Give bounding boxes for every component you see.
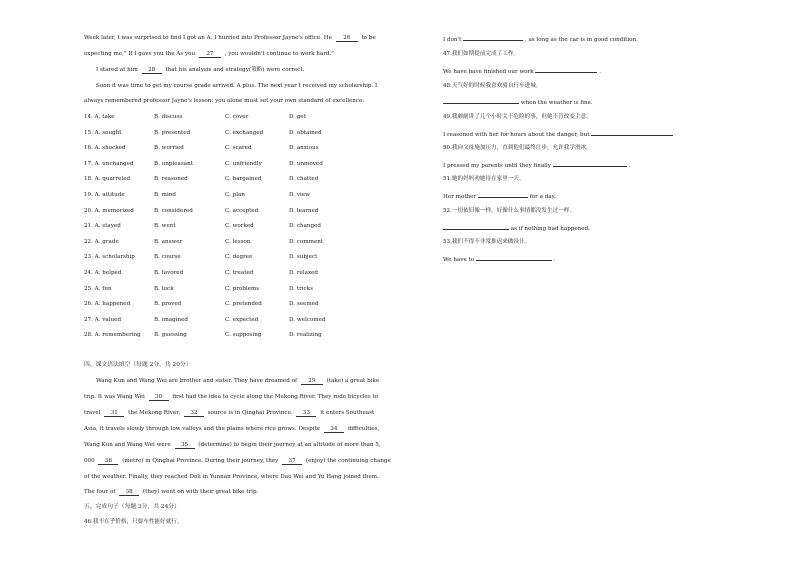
- passage-text: to be: [361, 35, 376, 41]
- answer-text: .: [553, 257, 556, 263]
- blank-35: 35: [175, 442, 195, 449]
- option-choice[interactable]: D. chatted: [289, 176, 319, 183]
- option-choice[interactable]: D. relaxed: [289, 270, 318, 276]
- option-choice[interactable]: C. lesson: [225, 238, 251, 245]
- question-48: 48.天气好的时候我喜欢骑自行车进城。: [443, 83, 542, 89]
- answer-line-52: [443, 224, 590, 233]
- grammar-text: difficulties,: [347, 426, 380, 432]
- answer-text: .: [599, 69, 602, 75]
- option-choice[interactable]: B. imagined: [154, 316, 188, 323]
- grammar-text: (enjoy) the continuing change: [305, 458, 391, 464]
- answer-blank[interactable]: [478, 192, 528, 198]
- grammar-line-1: [84, 378, 379, 385]
- question-52: 52.一切依旧像一样，好像什么事情都没发生过一样。: [443, 208, 575, 214]
- grammar-line-3: [84, 410, 374, 417]
- grammar-text: Asia, it travels slowly through low valleys and the plains where rice grows. Despite: [84, 426, 321, 432]
- option-choice[interactable]: 27. A. valued: [84, 316, 122, 323]
- option-choice[interactable]: D. comment: [289, 238, 324, 245]
- passage-text: Week later, I was surprised to find I got an A. I hurried into Professor Jayne's office. He: [84, 35, 332, 41]
- question-46: 46.我不在乎价格，只要车性能好就行。: [84, 519, 183, 525]
- option-choice[interactable]: B. went: [154, 223, 176, 230]
- blank-30: 30: [149, 394, 169, 401]
- question-49: 49.我颇耐讲了几个小时关于危险的事，但她不肯改变主意。: [443, 114, 592, 120]
- passage-text: I stared at him: [96, 67, 138, 73]
- passage-line-3: [84, 67, 304, 74]
- option-choice[interactable]: 14. A. take: [84, 114, 115, 120]
- grammar-text: 000: [84, 458, 95, 464]
- passage-line-1: [84, 35, 376, 42]
- option-choice[interactable]: 25. A. fun: [84, 285, 112, 292]
- grammar-text: source is in Qinghai Province.: [207, 410, 293, 416]
- blank-31: 31: [104, 410, 124, 417]
- option-choice[interactable]: C. accepted: [225, 207, 259, 214]
- grammar-line-2: [84, 394, 378, 401]
- option-choice[interactable]: 24. A. helped: [84, 270, 122, 276]
- answer-text: as if nothing had happened.: [510, 226, 590, 232]
- answer-text: , as long as the car is in good condition.: [524, 37, 638, 43]
- grammar-text: trip. It was Wang Wei: [84, 394, 145, 400]
- option-choice[interactable]: B. luck: [154, 285, 174, 292]
- question-51: 51.她的妈妈劝她待在家里一天。: [443, 176, 525, 182]
- answer-text: when the weather is fine.: [520, 100, 593, 106]
- option-choice[interactable]: 23. A. scholarship: [84, 254, 135, 261]
- section-5-title: 五、完成句子（每题 3分，共 24分）: [84, 504, 180, 510]
- answer-line-53: [443, 255, 556, 264]
- blank-27: 27: [199, 51, 221, 58]
- answer-text: Her mother: [443, 194, 477, 200]
- option-choice[interactable]: B. answer: [154, 238, 183, 245]
- option-choice[interactable]: C. cover: [225, 114, 249, 120]
- grammar-text: Wang Kun and Wang Wei were: [84, 442, 171, 448]
- option-choice[interactable]: C. plan: [225, 192, 245, 198]
- option-choice[interactable]: C. exchanged: [225, 129, 264, 136]
- grammar-line-6: [84, 458, 391, 465]
- grammar-text: (they) went on with their great bike trip.: [142, 489, 259, 495]
- question-50: 50.我向父母施加压力，直到他们最终让步，允许我学滑冰。: [443, 145, 592, 151]
- option-choice[interactable]: B. considered: [154, 207, 193, 214]
- option-choice[interactable]: B. guessing: [154, 332, 187, 339]
- question-47: 47.我们如期提前完成了工作。: [443, 51, 520, 57]
- option-choice[interactable]: D. subject: [289, 254, 318, 261]
- option-choice[interactable]: D. learned: [289, 207, 319, 214]
- option-choice[interactable]: B. proved: [154, 301, 182, 308]
- option-choice[interactable]: 18. A. quarreled: [84, 176, 131, 183]
- answer-text: We have have finished our work: [443, 69, 534, 75]
- option-choice[interactable]: B. mind: [154, 192, 176, 198]
- option-choice[interactable]: C. pretended: [225, 301, 262, 308]
- grammar-line-7: of the weather. Finally, they reached Doli in Yunnan Province, where Dao Wei and Yu Hang joined them.: [84, 474, 379, 480]
- option-choice[interactable]: B. presented: [154, 129, 191, 136]
- answer-text: I reasoned with her for hours about the danger, but: [443, 132, 590, 138]
- option-choice[interactable]: D. tricks: [289, 285, 313, 292]
- blank-37: 37: [282, 458, 302, 465]
- blank-34: 34: [324, 426, 344, 433]
- answer-blank[interactable]: [476, 255, 552, 261]
- answer-line-49: [443, 130, 673, 139]
- option-choice[interactable]: 21. A. stayed: [84, 223, 121, 230]
- answer-line-51: [443, 192, 556, 201]
- option-choice[interactable]: D. realizing: [289, 332, 322, 339]
- grammar-text: The four of: [84, 489, 116, 495]
- option-choice[interactable]: C. treated: [225, 270, 254, 276]
- option-choice[interactable]: 15. A. sought: [84, 129, 122, 136]
- option-choice[interactable]: C. supposing: [225, 332, 262, 339]
- option-choice[interactable]: B. favored: [154, 270, 184, 276]
- grammar-text: it enters Southeast: [320, 410, 375, 416]
- option-choice[interactable]: D. obtained: [289, 129, 322, 136]
- grammar-text: travel: [84, 410, 101, 416]
- blank-29: 29: [301, 378, 323, 385]
- answer-blank[interactable]: [463, 35, 523, 41]
- answer-text: for a day.: [529, 194, 556, 200]
- grammar-text: first had the idea to cycle along the Mekong River. They rode bicycles to: [172, 394, 379, 400]
- answer-text: We have to: [443, 257, 475, 263]
- option-choice[interactable]: C. problems: [225, 285, 260, 292]
- option-choice[interactable]: 28. A. remembering: [84, 332, 141, 339]
- option-choice[interactable]: B. reasoned: [154, 176, 188, 183]
- blank-38: 38: [119, 489, 139, 496]
- option-choice[interactable]: C. bargained: [225, 176, 262, 183]
- option-choice[interactable]: D. unmoved: [289, 160, 323, 167]
- option-choice[interactable]: D. anxious: [289, 145, 319, 152]
- passage-line-2: [84, 51, 334, 58]
- passage-text: , you wouldn't continue to work hard.": [224, 51, 334, 57]
- option-choice[interactable]: 26. A. happened: [84, 301, 131, 308]
- answer-line-47: [443, 67, 601, 76]
- blank-28: 28: [142, 67, 162, 74]
- answer-blank[interactable]: [535, 67, 597, 73]
- grammar-text: the Mekong River,: [128, 410, 181, 416]
- blank-36: 36: [98, 458, 118, 465]
- answer-line-46: [443, 35, 638, 44]
- option-choice[interactable]: C. worked: [225, 223, 254, 230]
- section-4-title: 四、课文语法填空（每题 2分，共 20分）: [84, 362, 192, 368]
- option-choice[interactable]: 16. A. shocked: [84, 145, 126, 152]
- grammar-text: Wang Kun and Wang Wei are brother and sister. They have dreamed of: [96, 378, 298, 384]
- answer-blank[interactable]: [591, 130, 673, 136]
- option-choice[interactable]: B. course: [154, 254, 181, 261]
- option-choice[interactable]: B. unpleasant: [154, 160, 193, 167]
- blank-26: 26: [336, 35, 358, 42]
- grammar-line-4: [84, 426, 379, 433]
- option-choice[interactable]: C. unfriendly: [225, 160, 262, 167]
- option-choice[interactable]: B. worried: [154, 145, 184, 152]
- answer-blank[interactable]: [443, 98, 519, 104]
- grammar-line-8: [84, 489, 258, 496]
- option-choice[interactable]: 17. A. unchanged: [84, 160, 134, 167]
- blank-33: 33: [296, 410, 316, 417]
- option-choice[interactable]: 19. A. attitude: [84, 192, 125, 198]
- answer-text: I don't: [443, 37, 462, 43]
- passage-line-5: always remembered professor Jayne's lesson: you alone must set your own standard of excellence.: [84, 98, 365, 104]
- grammar-text: (determine) to begin their journey at an altitude of more than 5，: [198, 442, 385, 448]
- passage-text: that his analysis and strategy(策略) were correct.: [165, 67, 305, 73]
- blank-32: 32: [184, 410, 204, 417]
- option-choice[interactable]: D. view: [289, 192, 310, 198]
- option-choice[interactable]: D. get: [289, 114, 306, 120]
- answer-text: .: [628, 163, 631, 169]
- question-53: 53.我们不得不非常推迟来做设计。: [443, 239, 531, 245]
- option-choice[interactable]: C. expected: [225, 316, 259, 323]
- option-choice[interactable]: 22. A. grade: [84, 238, 119, 245]
- grammar-text: (metre) in Qinghai Province. During their journey, they: [122, 458, 279, 464]
- option-choice[interactable]: D. changed: [289, 223, 321, 230]
- answer-blank[interactable]: [443, 224, 509, 230]
- passage-text: expecting me," If I gave you the As you: [84, 51, 196, 57]
- answer-blank[interactable]: [553, 161, 627, 167]
- answer-text: I pressed my parents until they finally: [443, 163, 551, 169]
- option-choice[interactable]: D. seemed: [289, 301, 319, 308]
- grammar-text: (take) a great bike: [326, 378, 380, 384]
- passage-line-4: Soon it was time to get my course grade arrived. A plus. The next year I received my scholarship. I: [96, 83, 378, 89]
- answer-line-48: [443, 98, 593, 107]
- option-choice[interactable]: 20. A. memorized: [84, 207, 134, 214]
- option-choice[interactable]: D. welcomed: [289, 316, 326, 323]
- option-choice[interactable]: C. scared: [225, 145, 252, 152]
- option-choice[interactable]: B. discuss: [154, 114, 183, 120]
- grammar-line-5: [84, 442, 384, 449]
- answer-line-50: [443, 161, 630, 170]
- option-choice[interactable]: C. degree: [225, 254, 253, 261]
